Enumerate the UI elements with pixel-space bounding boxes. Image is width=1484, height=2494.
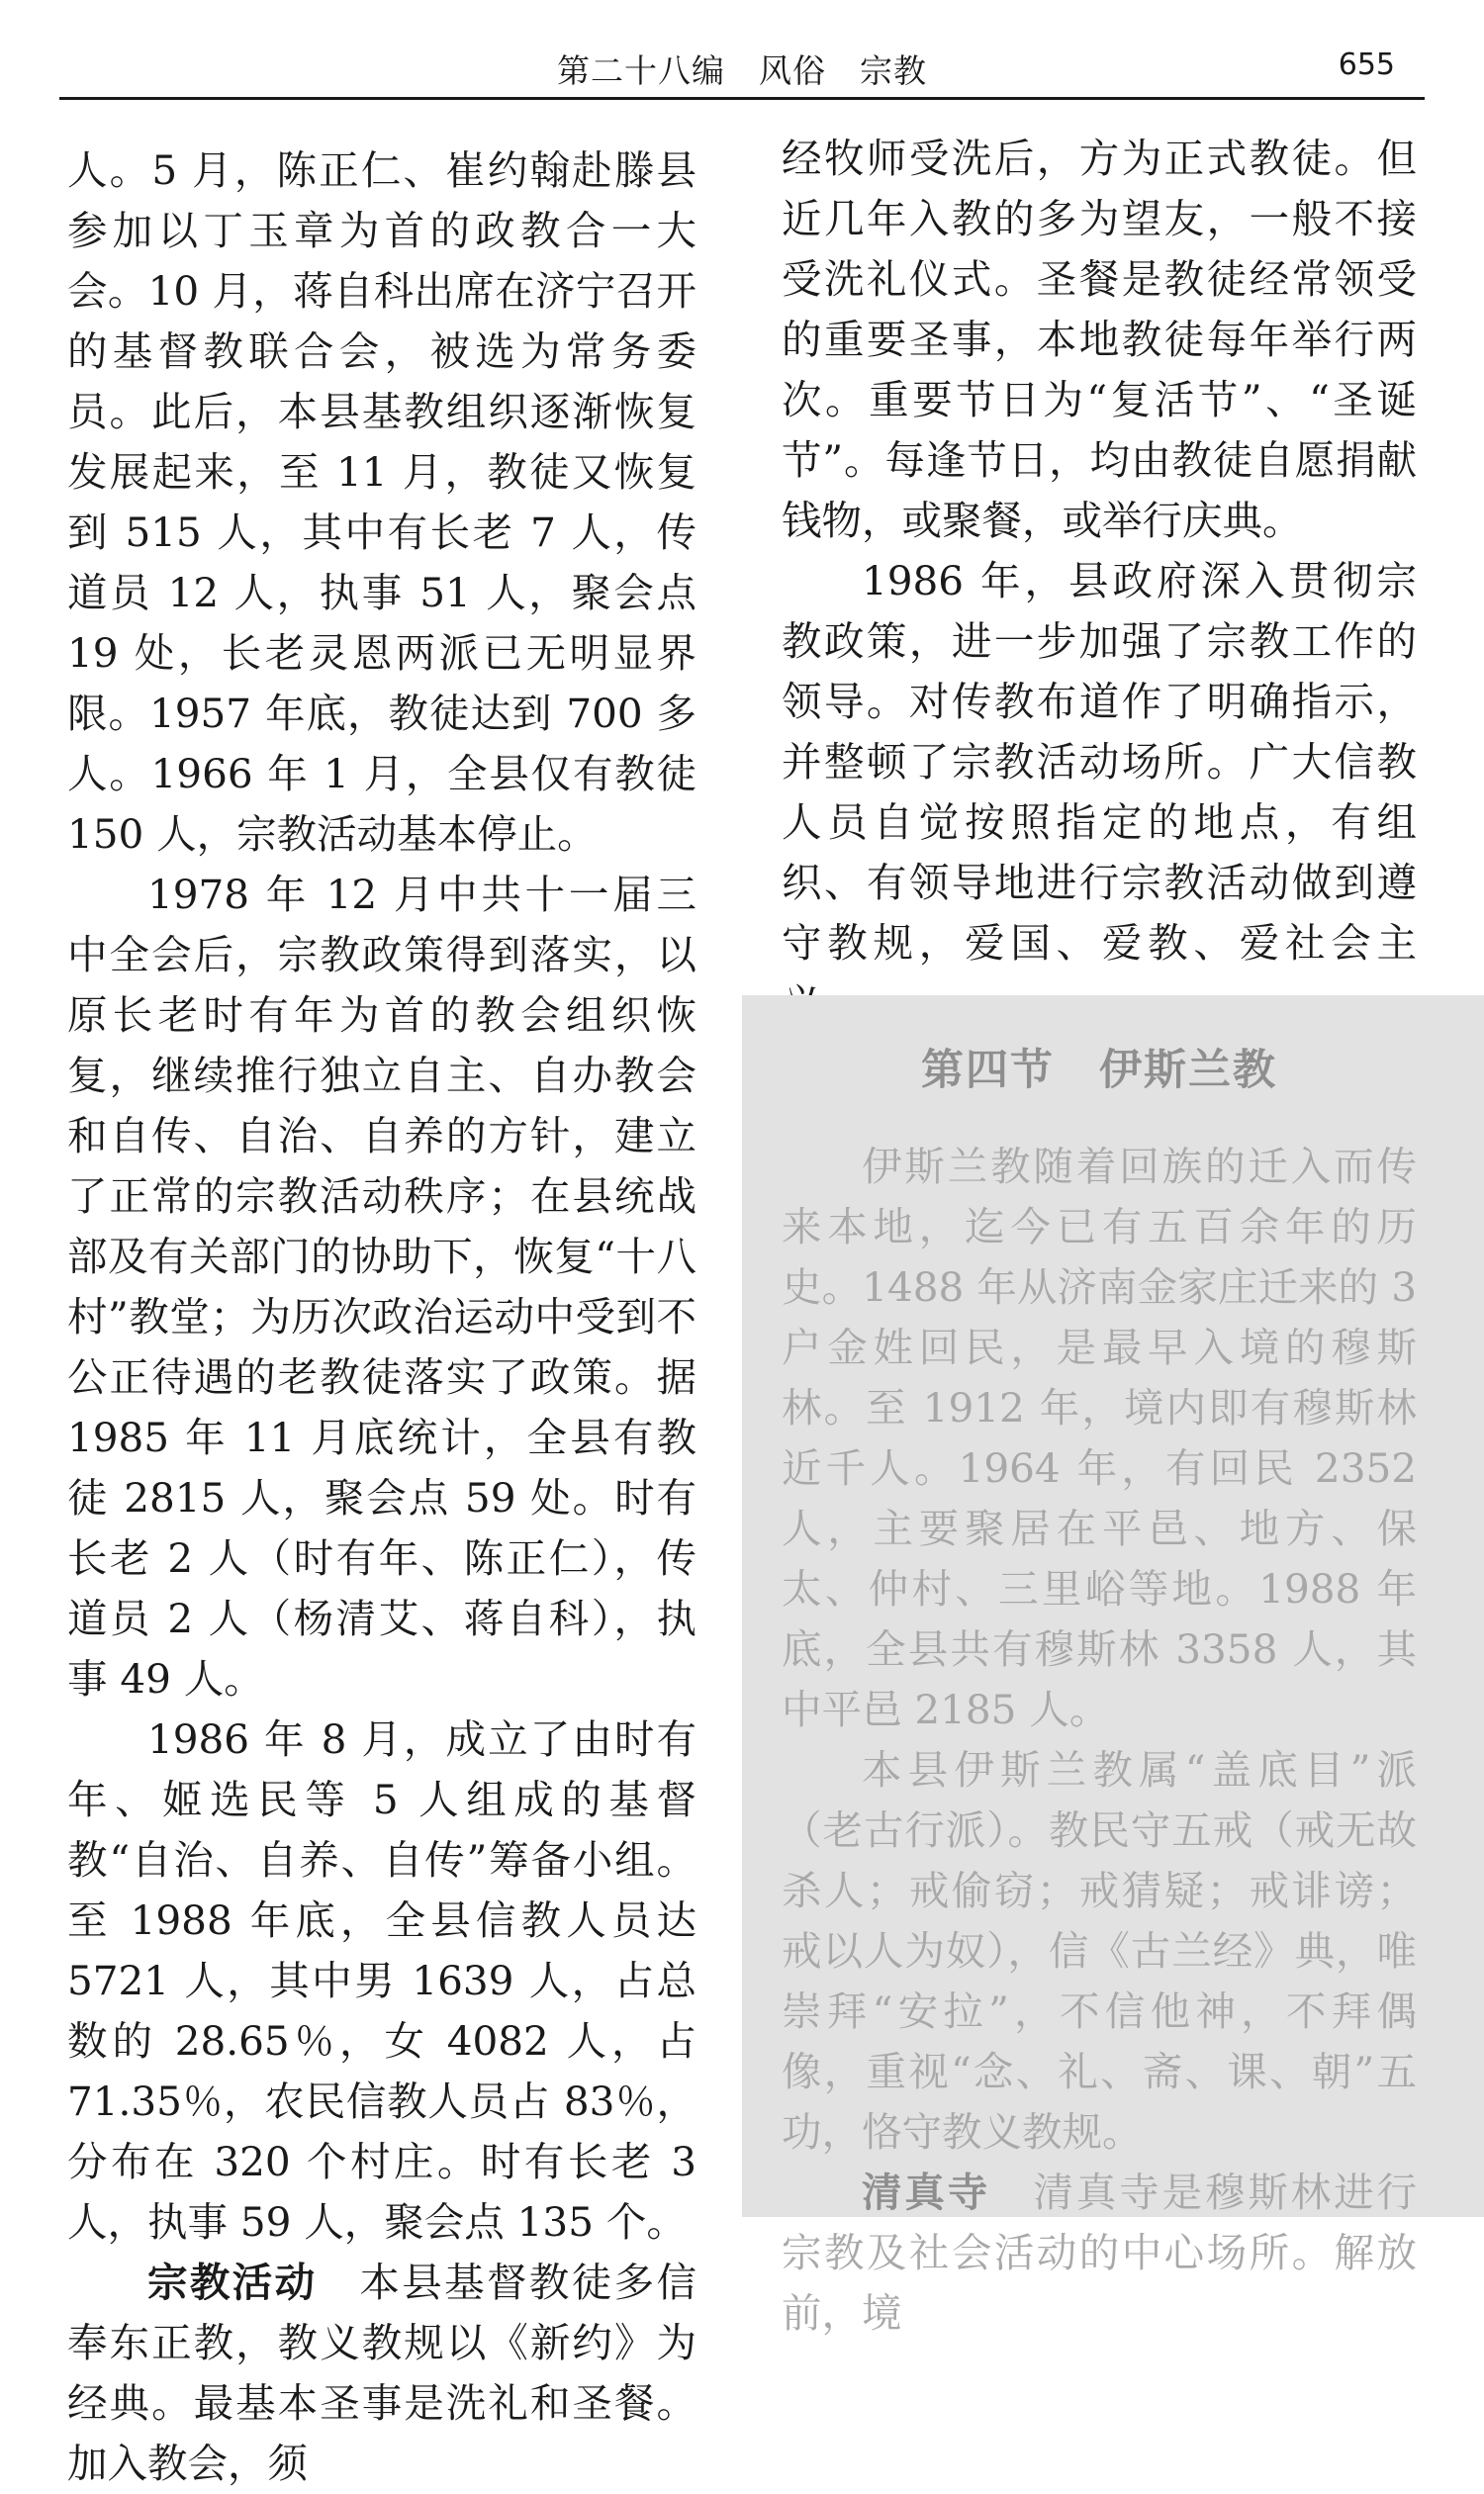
paragraph-text: 清真寺是穆斯林进行宗教及社会活动的中心场所。解放前，境 bbox=[782, 2169, 1417, 2337]
paragraph: 1986 年 8 月，成立了由时有年、姬选民等 5 人组成的基督教“自治、自养、自传”筹备小组。至 1988 年底，全县信教人员达 5721 人，其中男 1639 人，占总数的 28.65％，女 4082 人，占 71.35％，农民信教人员占 83％，分布在 320 个村庄。时有长老 3 人，执事 59 人，聚会点 135 个。 bbox=[67, 1715, 696, 2246]
running-title: 第二十八编 风俗 宗教 bbox=[557, 51, 927, 90]
paragraph bbox=[67, 2253, 696, 2494]
paragraph-text: 本县基督教徒多信奉东正教，教义教规以《新约》为经典。最基本圣事是洗礼和圣餐。加入教会，须 bbox=[67, 2259, 696, 2487]
paragraph: 伊斯兰教随着回族的迁入而传来本地，迄今已有五百余年的历史。1488 年从济南金家庄迁来的 3 户金姓回民，是最早入境的穆斯林。至 1912 年，境内即有穆斯林近千人。1964 年，有回民 2352 人，主要聚居在平邑、地方、保太、仲村、三里峪等地。1988 年底，全县共有穆斯林 3358 人，其中平邑 2185 人。 bbox=[782, 1143, 1417, 1733]
page-number: 655 bbox=[1338, 47, 1395, 82]
left-column bbox=[67, 140, 696, 2494]
paragraph: 1978 年 12 月中共十一届三中全会后，宗教政策得到落实，以原长老时有年为首的教会组织恢复，继续推行独立自主、自办教会和自传、自治、自养的方针，建立了正常的宗教活动秩序；在县统战部及有关部门的协助下，恢复“十八村”教堂；为历次政治运动中受到不公正待遇的老教徒落实了政策。据 1985 年 11 月底统计，全县有教徒 2815 人，聚会点 59 处。时有长老 2 人（时有年、陈正仁），传道员 2 人（杨清艾、蒋自科），执事 49 人。 bbox=[67, 871, 696, 1703]
paragraph: 本县伊斯兰教属“盖底目”派（老古行派）。教民守五戒（戒无故杀人；戒偷窃；戒猜疑；戒诽谤；戒以人为奴），信《古兰经》典，唯崇拜“安拉”，不信他神，不拜偶像，重视“念、礼、斋、课、朝”五功，恪守教义教规。 bbox=[782, 1746, 1417, 2156]
run-in-heading: 宗教活动 bbox=[147, 2259, 318, 2306]
paragraph bbox=[782, 2163, 1417, 2344]
run-in-heading: 清真寺 bbox=[862, 2169, 991, 2216]
right-column-top bbox=[782, 129, 1417, 1034]
paragraph: 人。5 月，陈正仁、崔约翰赴滕县参加以丁玉章为首的政教合一大会。10 月，蒋自科出席在济宁召开的基督教联合会，被选为常务委员。此后，本县基教组织逐渐恢复发展起来，至 11 月，教徒又恢复到 515 人，其中有长老 7 人，传道员 12 人，执事 51 人，聚会点 19 处，长老灵恩两派已无明显界限。1957 年底，教徒达到 700 多人。1966 年 1 月，全县仅有教徒 150 人，宗教活动基本停止。 bbox=[67, 146, 696, 858]
paragraph: 经牧师受洗后，方为正式教徒。但近几年入教的多为望友，一般不接受洗礼仪式。圣餐是教徒经常领受的重要圣事，本地教徒每年举行两次。重要节日为“复活节”、“圣诞节”。每逢节日，均由教徒自愿捐献钱物，或聚餐，或举行庆典。 bbox=[782, 135, 1417, 544]
section-heading: 第四节 伊斯兰教 bbox=[921, 1046, 1277, 1095]
paragraph: 1986 年，县政府深入贯彻宗教政策，进一步加强了宗教工作的领导。对传教布道作了明确指示，并整顿了宗教活动场所。广大信教人员自觉按照指定的地点，有组织、有领导地进行宗教活动做到遵守教规，爱国、爱教、爱社会主 bbox=[782, 557, 1417, 967]
right-column-shaded bbox=[782, 1041, 1417, 2344]
page-header bbox=[59, 40, 1425, 100]
